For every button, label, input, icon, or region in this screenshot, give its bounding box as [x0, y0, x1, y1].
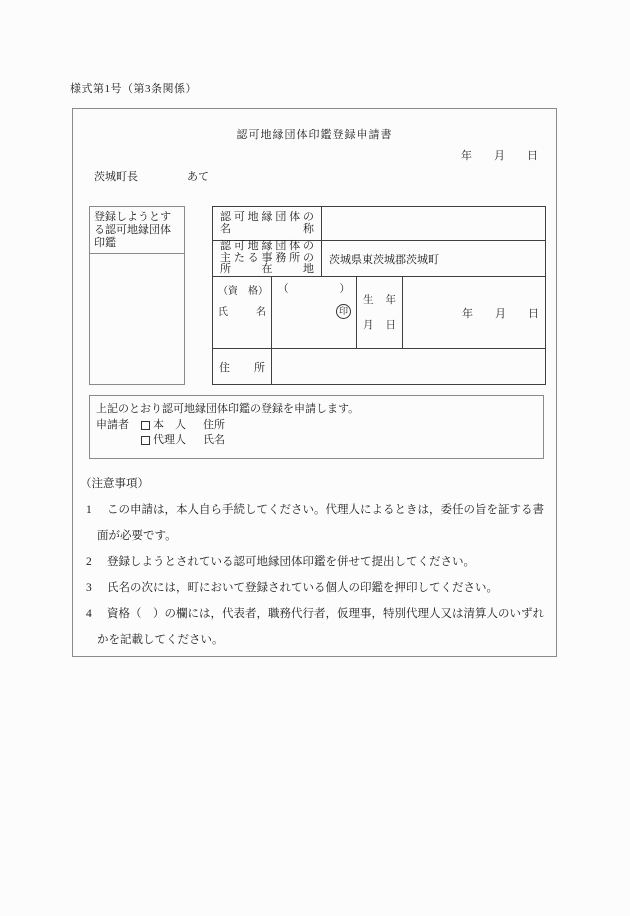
- address-label-cell: [213, 349, 272, 384]
- option-dairinin-field: 氏名: [203, 434, 225, 446]
- seal-box: [89, 206, 185, 385]
- org-name-label-line2: 名 称: [220, 222, 314, 235]
- org-address-label-cell: [213, 241, 322, 277]
- birthdate-label-line1: 生 年: [363, 294, 396, 306]
- org-name-label-cell: [213, 207, 322, 241]
- declaration-box: [89, 395, 544, 459]
- form-border: [72, 108, 557, 657]
- notes-section: [73, 471, 556, 653]
- note-number: 3: [86, 582, 92, 594]
- option-dairinin-label: 代理人: [153, 434, 186, 446]
- note-number: 1: [86, 504, 92, 516]
- seal-box-label: 登録しようとする認可地縁団体印鑑: [90, 207, 184, 254]
- representative-name-cell: [272, 277, 357, 349]
- checkbox-dairinin: [141, 436, 150, 445]
- option-honnin-label: 本 人: [153, 418, 186, 431]
- representative-label-cell: [213, 277, 272, 349]
- option-honnin-field: 住所: [203, 418, 225, 431]
- addressee-name: 茨城町長: [94, 171, 138, 183]
- page-title: 認可地縁団体印鑑登録申請書: [236, 129, 393, 141]
- note-text: 氏名の次には，町において登録されている個人の印鑑を押印してください。: [107, 582, 498, 594]
- birthdate-label-cell: [357, 277, 403, 349]
- notes-heading: （注意事項）: [80, 478, 149, 490]
- table-row-address: [213, 349, 545, 384]
- table-row-org-name: [213, 207, 545, 241]
- note-number: 4: [86, 608, 92, 620]
- birthdate-value-cell: 年 月 日: [403, 277, 545, 349]
- org-address-label-line1: 認可地縁団体の: [220, 240, 314, 253]
- addressee-suffix: あて: [187, 171, 209, 183]
- org-name-value-cell: [322, 207, 545, 241]
- table-row-org-address: [213, 241, 545, 277]
- org-address-value-cell: 茨城県東茨城郡茨城町: [322, 241, 545, 277]
- declaration-option-honnin: [96, 418, 537, 434]
- qualification-paren: （ ）: [278, 284, 350, 295]
- org-name-label-line1: 認可地縁団体の: [220, 211, 314, 223]
- name-label: 氏 名: [218, 307, 266, 318]
- note-text: 登録しようとされている認可地縁団体印鑑を併せて提出してください。: [107, 556, 475, 568]
- table-row-representative: [213, 277, 545, 349]
- applicant-table: [212, 206, 546, 385]
- form-number: 様式第1号（第3条関係）: [70, 83, 197, 95]
- note-text: この申請は，本人自ら手続してください。代理人によるときは，委任の旨を証する書面が必要です。: [97, 504, 544, 542]
- note-item-3: [86, 575, 544, 601]
- applicant-label: 申請者: [96, 418, 129, 431]
- addressee-line: [94, 168, 209, 184]
- org-address-label-line3: 所 在 地: [220, 263, 314, 276]
- header-date: 年 月 日: [461, 150, 538, 162]
- org-address-label-line2: 主たる事務所の: [220, 251, 314, 264]
- note-item-1: [86, 497, 544, 549]
- address-value-cell: [272, 349, 545, 384]
- checkbox-honnin: [141, 421, 150, 430]
- note-item-2: [86, 549, 544, 575]
- birthdate-label-line2: 月 日: [363, 319, 396, 331]
- seal-impression-area: [90, 254, 184, 386]
- qualification-label: （資 格）: [218, 286, 268, 297]
- note-number: 2: [86, 556, 92, 568]
- declaration-statement: 上記のとおり認可地縁団体印鑑の登録を申請します。: [96, 403, 360, 415]
- declaration-option-dairinin: [141, 433, 537, 449]
- seal-stamp-icon: 印: [336, 304, 351, 319]
- note-item-4: [86, 601, 544, 653]
- note-text: 資格（ ）の欄には，代表者，職務代行者，仮理事，特別代理人又は清算人のいずれかを記載してください。: [97, 608, 544, 646]
- address-label: 住 所: [219, 361, 265, 374]
